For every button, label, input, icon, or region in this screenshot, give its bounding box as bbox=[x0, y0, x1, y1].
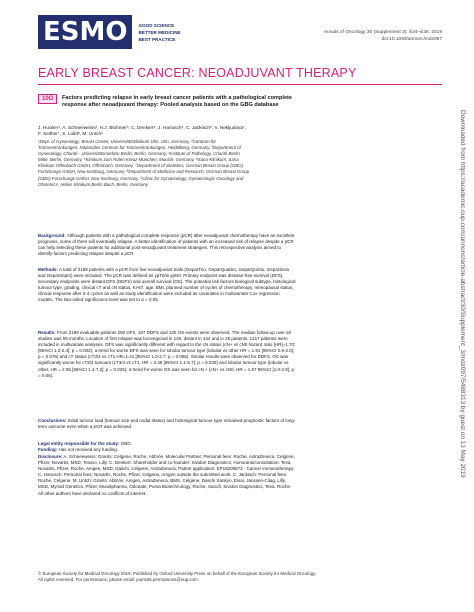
methods-paragraph bbox=[38, 267, 296, 304]
background-label: Background: bbox=[38, 233, 66, 238]
funding-label: Funding: bbox=[38, 447, 58, 452]
abstract-id-badge: 10O bbox=[38, 94, 57, 104]
journal-citation bbox=[324, 30, 442, 43]
permissions-line: All rights reserved. For permissions, please email: journals.permissions@oup.com. bbox=[38, 577, 199, 583]
funding-line bbox=[38, 447, 296, 453]
author-list: J. Huober¹, A. Schneeweiss², H.J. Blohmer³, C. Denkert⁴, J. Hanusch⁵, C. Jackisch⁶, V. Nekljudova⁷, F. Seither⁷, S. Loibl⁸, M. Untch⁹ bbox=[38, 125, 247, 137]
download-watermark bbox=[456, 110, 466, 570]
esmo-logo bbox=[38, 14, 181, 50]
copyright-line: © European Society for Medical Oncology 2019. Published by Oxford University Press on behalf of the European Society for Medical Oncology. bbox=[38, 571, 317, 576]
conclusions-paragraph bbox=[38, 418, 296, 430]
results-text: From 2188 evaluable patients 290 DFS, 197 DDFS and 130 OS events were observed. The median follow-up over all studies was 59 months. Location of first relapse was locoregional in 129, distant in 134 and in 25 patients. 1217 patients were included in multivariate analyses. DFS was significantly different with regard to the cN status (cN+ vs cN0 hazard ratio [HR]=1.70; [95%CI 1.2-2.4]; p = 0.002); a trend for worse DFS was seen for lobular tumour type (lobular vs other HR = 1.91 [95%CI 0.9-4.0]; p = 0.076) and cT status (cT3/4 vs cT1 HR=1.41 [95%CI 1.0-2.7; p = 0.066). Similar results were observed for DDFS. OS was significantly worse for cT3/4 tumours (cT3/4 vs cT1, HR = 2.48 [95%CI 1.1-5.7]; p = 0.030) and lobular tumour type (lobular vs other, HR = 2.95 [95%CI 1.1-7.2]; p = 0.026); a trend for worse OS was seen for cN + (cN+ vs cN0, HR = 1.67 95%CI [1.0-2.8]; p = 0.06). bbox=[38, 330, 296, 378]
logo-tagline bbox=[138, 22, 180, 43]
journal-line: Annals of Oncology 30 (Supplement 3): iii34–iii38, 2019 bbox=[323, 30, 442, 35]
methods-text: A total of 2188 patients with a pCR from five neoadjuvant trials (GeparTrio, GeparQuattro, GeparQuinto, GeparSixto and GeparSepto) were included. The pCR was defined as ypT0/is ypN0. Primary endpoint was disease-free survival (DFS), secondary endpoints were distant DFS (DDFS) and overall survival (OS). The potential risk factors biological subtype, histological tumour type, grading, clinical cT and cN status, Ki-67, age, BMI, planned number of cycles of chemotherapy, menopausal status, clinical response after 2-4 cycles as well as study identification were included as covariates in multivariate Cox regression models. The two-sided significance level was set to α = 0.05. bbox=[38, 267, 296, 303]
methods-label: Methods: bbox=[38, 267, 58, 272]
section-title: EARLY BREAST CANCER: NEOADJUVANT THERAPY bbox=[38, 66, 357, 80]
legal-label: Legal entity responsible for the study: bbox=[38, 441, 120, 446]
funding-text: Has not received any funding. bbox=[58, 447, 119, 452]
results-label: Results: bbox=[38, 330, 56, 335]
legal-text: GBG. bbox=[120, 441, 133, 446]
background-paragraph bbox=[38, 233, 296, 257]
results-paragraph bbox=[38, 330, 296, 379]
logo-mark: ESMO bbox=[38, 15, 132, 49]
tagline-line: BEST PRACTICE bbox=[138, 36, 176, 42]
download-watermark-text: Downloaded from https://academic.oup.com/annonc/article-abstract/30/Supplement_3/mdz097/5488313 by guest on 13 May 2019 bbox=[459, 110, 466, 478]
abstract-title: Factors predicting relapse in early breast cancer patients with a pathological complete response after neoadjuvant therapy: Pooled analysis based on the GBG database bbox=[62, 95, 293, 108]
tagline-line: GOOD SCIENCE bbox=[138, 22, 175, 28]
conclusions-text: Initial tumour load (tumour size and nodal status) and histological tumour type remained prognostic factors of long-term outcome even when a pCR was achieved. bbox=[38, 418, 296, 430]
conclusions-label: Conclusions: bbox=[38, 418, 67, 423]
tagline-line: BETTER MEDICINE bbox=[138, 29, 181, 35]
disclosure-text: A. Schneeweiss: Grants: Celgene, Roche, AbbVie, Molecular Partner; Personal fees: Roche, AstraZeneca, Celgene, Pfizer, Novartis, MSD, Tesaro, Lilly. C. Denkert: Shareholder and co-founder: Sividon Diagnostics; Honoraria/consultation: Teva, Novartis, Pfizer, Roche, Amgen, MSD, Daiichi, Celgene, AstraZeneca; Patent application: EP18209672 - Cancer immunotherapy; C. Hanusch: Personal fees: Novartis, Roche, Pfizer, Celgene, Amgen outside the submitted work. C. Jackisch: Personal fees: Roche, Celgene. M. Untch: Grants: AbbVie, Amgen, AstraZeneca, BMS, Celgene, Daiichi Sankyo, Eisai, Janssen-Cilag, Lilly, MSD, Myriad Genetics, Pfizer, Mundipharma, Odonate, Puma Biotechnology, Roche, Sanofi, Sividon Diagnostics, Teva. Roche. All other authors have declared no conflicts of interest. bbox=[38, 454, 295, 496]
copyright-footer bbox=[38, 571, 368, 583]
section-divider bbox=[38, 84, 442, 85]
background-text: Although patients with a pathological complete response (pCR) after neoadjuvant chemotherapy have an excellent prognosis, some of them will eventually relapse. A better identification of patients with an increased risk of relapse despite a pCR can help selecting these patients for additional post-neoadjuvant treatment strategies. This retrospective analysis aimed to identify factors predicting relapse despite a pCR. bbox=[38, 233, 295, 257]
disclosure-paragraph bbox=[38, 454, 296, 497]
affiliations: ¹Dept. of Gynecology, Breast Center, Universitätsklinikum Ulm, Ulm, Germany, ²Centrum für Tumorerkrankungen, Nationales Centrum für Tumorerkrankungen, Heidelberg, Germany, ³Department of Gynecology, Charité - Universitätsmedizin Berlin, Berlin, Germany, ⁴Institute of Pathology, Charité Berlin Mitte, Berlin, Germany, ⁵Klinikum zum Roten Kreuz München, Munich, Germany, ⁶Sana-Klinikum, Sana Klinikum Offenbach GmbH, Offenbach, Germany, ⁷Department of Statistics, German Breast Group (GBG) Forschungs GmbH, Neu-Isenburg, Germany, ⁸Department of Medicine and Research, German Breast Group (GBG) Forschungs GmbH, Neu-Isenburg, Germany, ⁹Clinic for Gynaecology, Gynaecologic Oncology and Obstetrics, Helios Klinikum Berlin Buch, Berlin, Germany bbox=[38, 139, 250, 187]
disclosure-label: Disclosure: bbox=[38, 454, 63, 459]
doi-line: doi:10.1093/annonc/mdz097 bbox=[381, 36, 442, 42]
